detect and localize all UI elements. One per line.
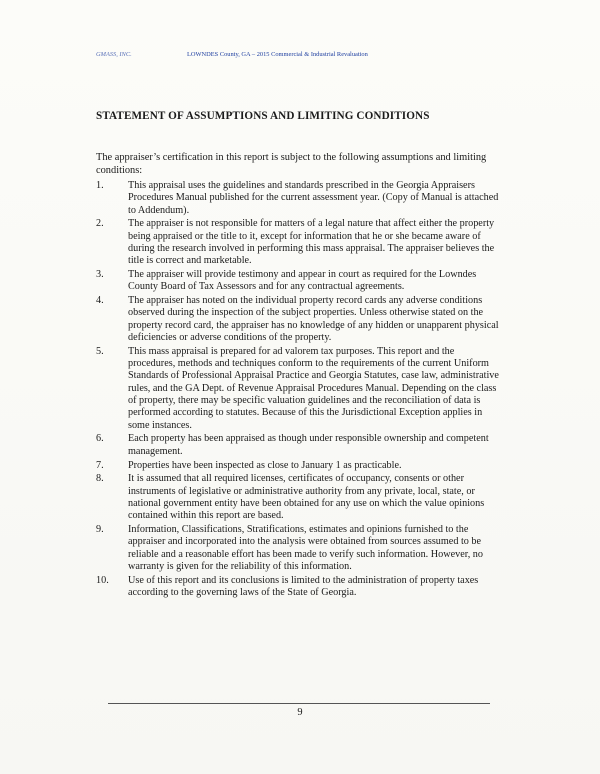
list-item <box>0 473 600 522</box>
list-item <box>0 524 600 573</box>
header-report-title: LOWNDES County, GA – 2015 Commercial & Industrial Revaluation <box>187 51 368 58</box>
list-item <box>0 218 600 267</box>
list-item-number: 6. <box>96 433 104 445</box>
list-item-number: 4. <box>96 295 104 307</box>
list-item-text: The appraiser has noted on the individual property record cards any adverse conditions observed during the inspection of the subject properties. Unless otherwise stated on the property record card, the appraiser has no knowledge of any hidden or unapparent physical deficiencies or adverse conditions of the property. <box>128 295 499 344</box>
list-item <box>0 346 600 432</box>
list-item-number: 8. <box>96 473 104 485</box>
list-item-text: Information, Classifications, Stratifications, estimates and opinions furnished to the appraiser and incorporated into the analysis were obtained from sources assumed to be reliable and a reasonable effort has been made to verify such information. However, no warranty is given for the reliability of this information. <box>128 524 483 572</box>
list-item-number: 1. <box>96 180 104 191</box>
list-item-number: 9. <box>96 524 104 536</box>
list-item-text: The appraiser will provide testimony and appear in court as required for the Lowndes County Board of Tax Assessors and for any contractual agreements. <box>128 269 477 293</box>
page-number: 9 <box>297 707 303 718</box>
list-item <box>0 269 600 294</box>
list-item <box>0 460 600 472</box>
list-item <box>0 575 600 600</box>
list-item-text: Properties have been inspected as close to January 1 as practicable. <box>128 459 402 471</box>
list-item-text: This appraisal uses the guidelines and standards prescribed in the Georgia Appraisers Procedures Manual published for the current assessment year. (Copy of Manual is attached to Addendum). <box>128 180 499 216</box>
section-title: STATEMENT OF ASSUMPTIONS AND LIMITING CONDITIONS <box>96 110 430 122</box>
list-item-text: Each property has been appraised as though under responsible ownership and competent management. <box>128 433 489 457</box>
list-item-number: 5. <box>96 345 104 357</box>
list-item-number: 2. <box>96 218 104 230</box>
list-item-text: Use of this report and its conclusions is limited to the administration of property taxes according to the governing laws of the State of Georgia. <box>128 574 479 598</box>
list-item <box>0 295 600 344</box>
conditions-list <box>0 180 600 601</box>
list-item-text: The appraiser is not responsible for matters of a legal nature that affect either the property being appraised or the title to it, except for information that he or she became aware of during the research involved in performing this mass appraisal. The appraiser believes the title is correct and marketable. <box>128 218 495 267</box>
list-item <box>0 180 600 217</box>
list-item-number: 10. <box>96 574 109 586</box>
header-firm-name: GMASS, INC. <box>96 51 132 58</box>
list-item-text: This mass appraisal is prepared for ad valorem tax purposes. This report and the procedures, methods and techniques conform to the requirements of the current Uniform Standards of Professional Appraisal Practice and Georgia Statutes, case law, administrative rules, and the GA Dept. of Revenue Appraisal Procedures Manual. Depending on the class of property, there may be specific valuation guidelines and the reconciliation of data is performed according to statutes. Because of this the Jurisdictional Exception applies in some instances. <box>128 345 499 431</box>
intro-paragraph: The appraiser’s certification in this report is subject to the following assumptions and limiting conditions: <box>96 152 487 177</box>
list-item-number: 7. <box>96 459 104 471</box>
list-item-text: It is assumed that all required licenses, certificates of occupancy, consents or other instruments of legislative or administrative authority from any private, local, state, or national government entity have been obtained for any use on which the value opinions contained within this report are based. <box>128 473 485 522</box>
list-item <box>0 433 600 458</box>
list-item-number: 3. <box>96 269 104 281</box>
footer-divider <box>108 703 490 704</box>
page-header <box>96 51 516 58</box>
